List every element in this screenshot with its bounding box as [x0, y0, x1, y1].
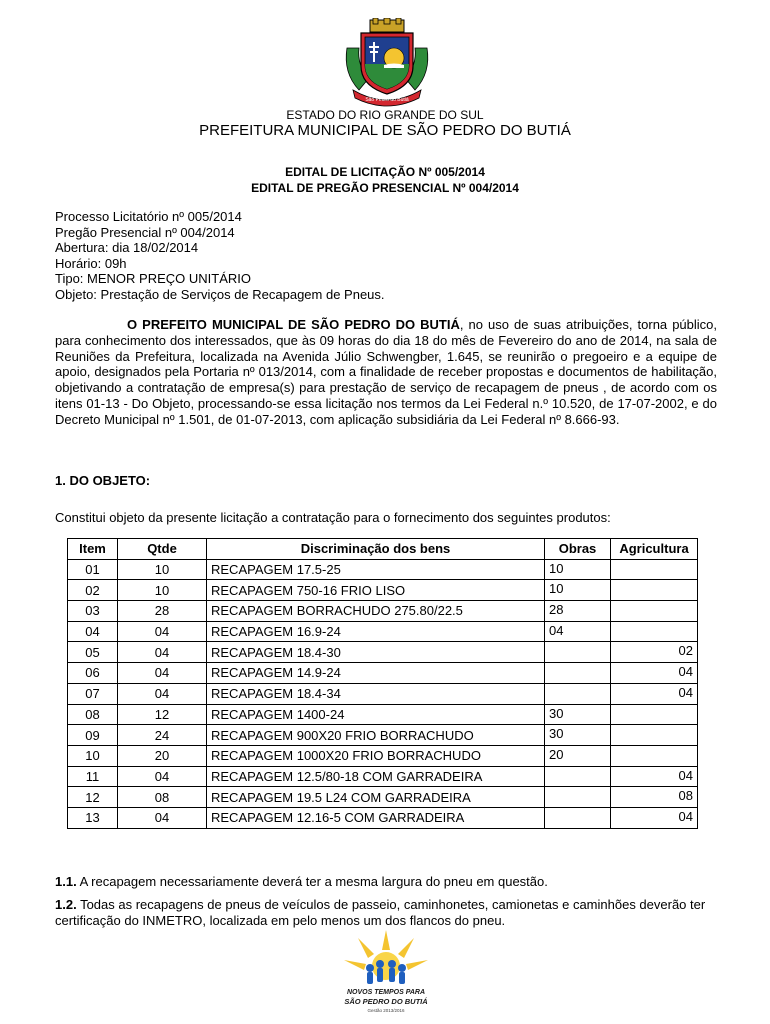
cell-item: 01: [68, 559, 118, 580]
table-row: [68, 683, 698, 704]
section-title: 1. DO OBJETO:: [55, 473, 151, 488]
cell-item: 05: [68, 642, 118, 663]
products-table: [67, 538, 698, 829]
municipal-crest-icon: [339, 18, 435, 108]
cell-agricultura: 02: [611, 642, 698, 663]
table-row: [68, 559, 698, 580]
info-line: Abertura: dia 18/02/2014: [55, 240, 199, 255]
state-name: ESTADO DO RIO GRANDE DO SUL: [286, 108, 484, 122]
edital-title: EDITAL DE LICITAÇÃO Nº 005/2014: [285, 165, 485, 179]
col-discriminacao: Discriminação dos bens: [207, 539, 545, 560]
cell-qtde: 20: [118, 745, 207, 766]
cell-discriminacao: RECAPAGEM 900X20 FRIO BORRACHUDO: [207, 725, 545, 746]
cell-obras: 10: [545, 559, 611, 580]
table-row: [68, 621, 698, 642]
cell-obras: [545, 642, 611, 663]
intro-bold: O PREFEITO MUNICIPAL DE SÃO PEDRO DO BUTIÁ: [127, 317, 460, 332]
table-row: [68, 663, 698, 684]
crest-banner-text: São Pedro do Butiá: [365, 97, 409, 103]
table-row: [68, 580, 698, 601]
cell-discriminacao: RECAPAGEM 12.16-5 COM GARRADEIRA: [207, 807, 545, 828]
cell-agricultura: [611, 704, 698, 725]
table-row: [68, 766, 698, 787]
cell-qtde: 04: [118, 683, 207, 704]
table-header-row: [68, 539, 698, 560]
cell-discriminacao: RECAPAGEM 19.5 L24 COM GARRADEIRA: [207, 787, 545, 808]
cell-agricultura: 08: [611, 787, 698, 808]
subitem-number: 1.2.: [55, 897, 77, 912]
cell-agricultura: [611, 745, 698, 766]
cell-qtde: 04: [118, 663, 207, 684]
table-row: [68, 787, 698, 808]
cell-qtde: 08: [118, 787, 207, 808]
logo-line2: SÃO PEDRO DO BUTIÁ: [344, 997, 428, 1006]
cell-discriminacao: RECAPAGEM BORRACHUDO 275.80/22.5: [207, 601, 545, 622]
subitem-1-2: [55, 897, 717, 929]
table-row: [68, 601, 698, 622]
intro-text: , no uso de suas atribuições, torna público, para conhecimento dos interessados, que às 09 horas do dia 18 do mês de Fevereiro do ano de 2014, na sala de Reuniões da Prefeitura, localizada na Avenida Júlio Schwengber, 1.645, se reunirão o pregoeiro e a equipe de apoio, designados pela Portaria nº 013/2014, com a finalidade de receber propostas e documentos de habilitação, objetivando a contratação de empresa(s) para prestação de serviço de recapagem de pneus , de acordo com os itens 01-13 - Do Objeto, processando-se essa licitação nos termos da Lei Federal n.º 10.520, de 17-07-2002, e do Decreto Municipal nº 1.501, de 01-07-2013, com aplicação subsidiária da Lei Federal nº 8.666-93.: [55, 317, 717, 427]
subitem-text: Todas as recapagens de pneus de veículos de passeio, caminhonetes, camionetas e caminhões deverão ter certificação do INMETRO, localizada em pelo menos um dos flancos do pneu.: [55, 897, 706, 928]
cell-obras: 28: [545, 601, 611, 622]
section-intro: Constitui objeto da presente licitação a contratação para o fornecimento dos seguintes produtos:: [55, 510, 611, 525]
table-row: [68, 807, 698, 828]
intro-paragraph: [55, 317, 717, 428]
cell-item: 02: [68, 580, 118, 601]
cell-agricultura: 04: [611, 807, 698, 828]
cell-qtde: 10: [118, 580, 207, 601]
cell-item: 03: [68, 601, 118, 622]
col-obras: Obras: [545, 539, 611, 560]
cell-obras: [545, 766, 611, 787]
process-info: [55, 209, 385, 302]
cell-agricultura: 04: [611, 766, 698, 787]
subitem-1-1: [55, 874, 717, 890]
table-row: [68, 642, 698, 663]
cell-obras: 04: [545, 621, 611, 642]
cell-discriminacao: RECAPAGEM 17.5-25: [207, 559, 545, 580]
cell-agricultura: [611, 725, 698, 746]
info-line: Pregão Presencial nº 004/2014: [55, 224, 235, 240]
cell-discriminacao: RECAPAGEM 1000X20 FRIO BORRACHUDO: [207, 745, 545, 766]
cell-obras: [545, 807, 611, 828]
cell-obras: 10: [545, 580, 611, 601]
cell-discriminacao: RECAPAGEM 12.5/80-18 COM GARRADEIRA: [207, 766, 545, 787]
cell-discriminacao: RECAPAGEM 14.9-24: [207, 663, 545, 684]
subitem-number: 1.1.: [55, 874, 77, 889]
cell-item: 11: [68, 766, 118, 787]
cell-discriminacao: RECAPAGEM 1400-24: [207, 704, 545, 725]
cell-obras: 20: [545, 745, 611, 766]
table-row: [68, 704, 698, 725]
logo-line1: NOVOS TEMPOS PARA: [346, 989, 426, 996]
cell-qtde: 28: [118, 601, 207, 622]
cell-agricultura: [611, 559, 698, 580]
cell-agricultura: [611, 621, 698, 642]
cell-obras: [545, 787, 611, 808]
cell-item: 06: [68, 663, 118, 684]
cell-item: 10: [68, 745, 118, 766]
cell-item: 08: [68, 704, 118, 725]
cell-agricultura: [611, 580, 698, 601]
cell-agricultura: 04: [611, 683, 698, 704]
cell-item: 04: [68, 621, 118, 642]
cell-item: 09: [68, 725, 118, 746]
cell-discriminacao: RECAPAGEM 18.4-30: [207, 642, 545, 663]
cell-obras: 30: [545, 725, 611, 746]
cell-item: 13: [68, 807, 118, 828]
cell-item: 12: [68, 787, 118, 808]
logo-line3: Gestão 2013/2016: [367, 1008, 405, 1013]
cell-item: 07: [68, 683, 118, 704]
cell-qtde: 10: [118, 559, 207, 580]
table-row: [68, 725, 698, 746]
cell-qtde: 04: [118, 807, 207, 828]
col-agricultura: Agricultura: [611, 539, 698, 560]
col-item: Item: [68, 539, 118, 560]
novos-tempos-logo-icon: [340, 928, 432, 1016]
col-qtde: Qtde: [118, 539, 207, 560]
cell-qtde: 04: [118, 642, 207, 663]
cell-obras: [545, 683, 611, 704]
info-line: Horário: 09h: [55, 255, 127, 271]
prefeitura-name: PREFEITURA MUNICIPAL DE SÃO PEDRO DO BUTIÁ: [199, 122, 571, 139]
cell-discriminacao: RECAPAGEM 750-16 FRIO LISO: [207, 580, 545, 601]
table-row: [68, 745, 698, 766]
pregao-title: EDITAL DE PREGÃO PRESENCIAL Nº 004/2014: [251, 181, 519, 195]
subitem-text: A recapagem necessariamente deverá ter a mesma largura do pneu em questão.: [79, 874, 548, 889]
info-line: Tipo: MENOR PREÇO UNITÁRIO: [55, 271, 251, 286]
cell-obras: [545, 663, 611, 684]
cell-agricultura: 04: [611, 663, 698, 684]
info-line: Objeto: Prestação de Serviços de Recapagem de Pneus.: [55, 286, 385, 302]
cell-qtde: 04: [118, 766, 207, 787]
cell-qtde: 24: [118, 725, 207, 746]
cell-qtde: 12: [118, 704, 207, 725]
cell-discriminacao: RECAPAGEM 16.9-24: [207, 621, 545, 642]
cell-qtde: 04: [118, 621, 207, 642]
info-line: Processo Licitatório nº 005/2014: [55, 209, 242, 224]
cell-agricultura: [611, 601, 698, 622]
cell-discriminacao: RECAPAGEM 18.4-34: [207, 683, 545, 704]
cell-obras: 30: [545, 704, 611, 725]
